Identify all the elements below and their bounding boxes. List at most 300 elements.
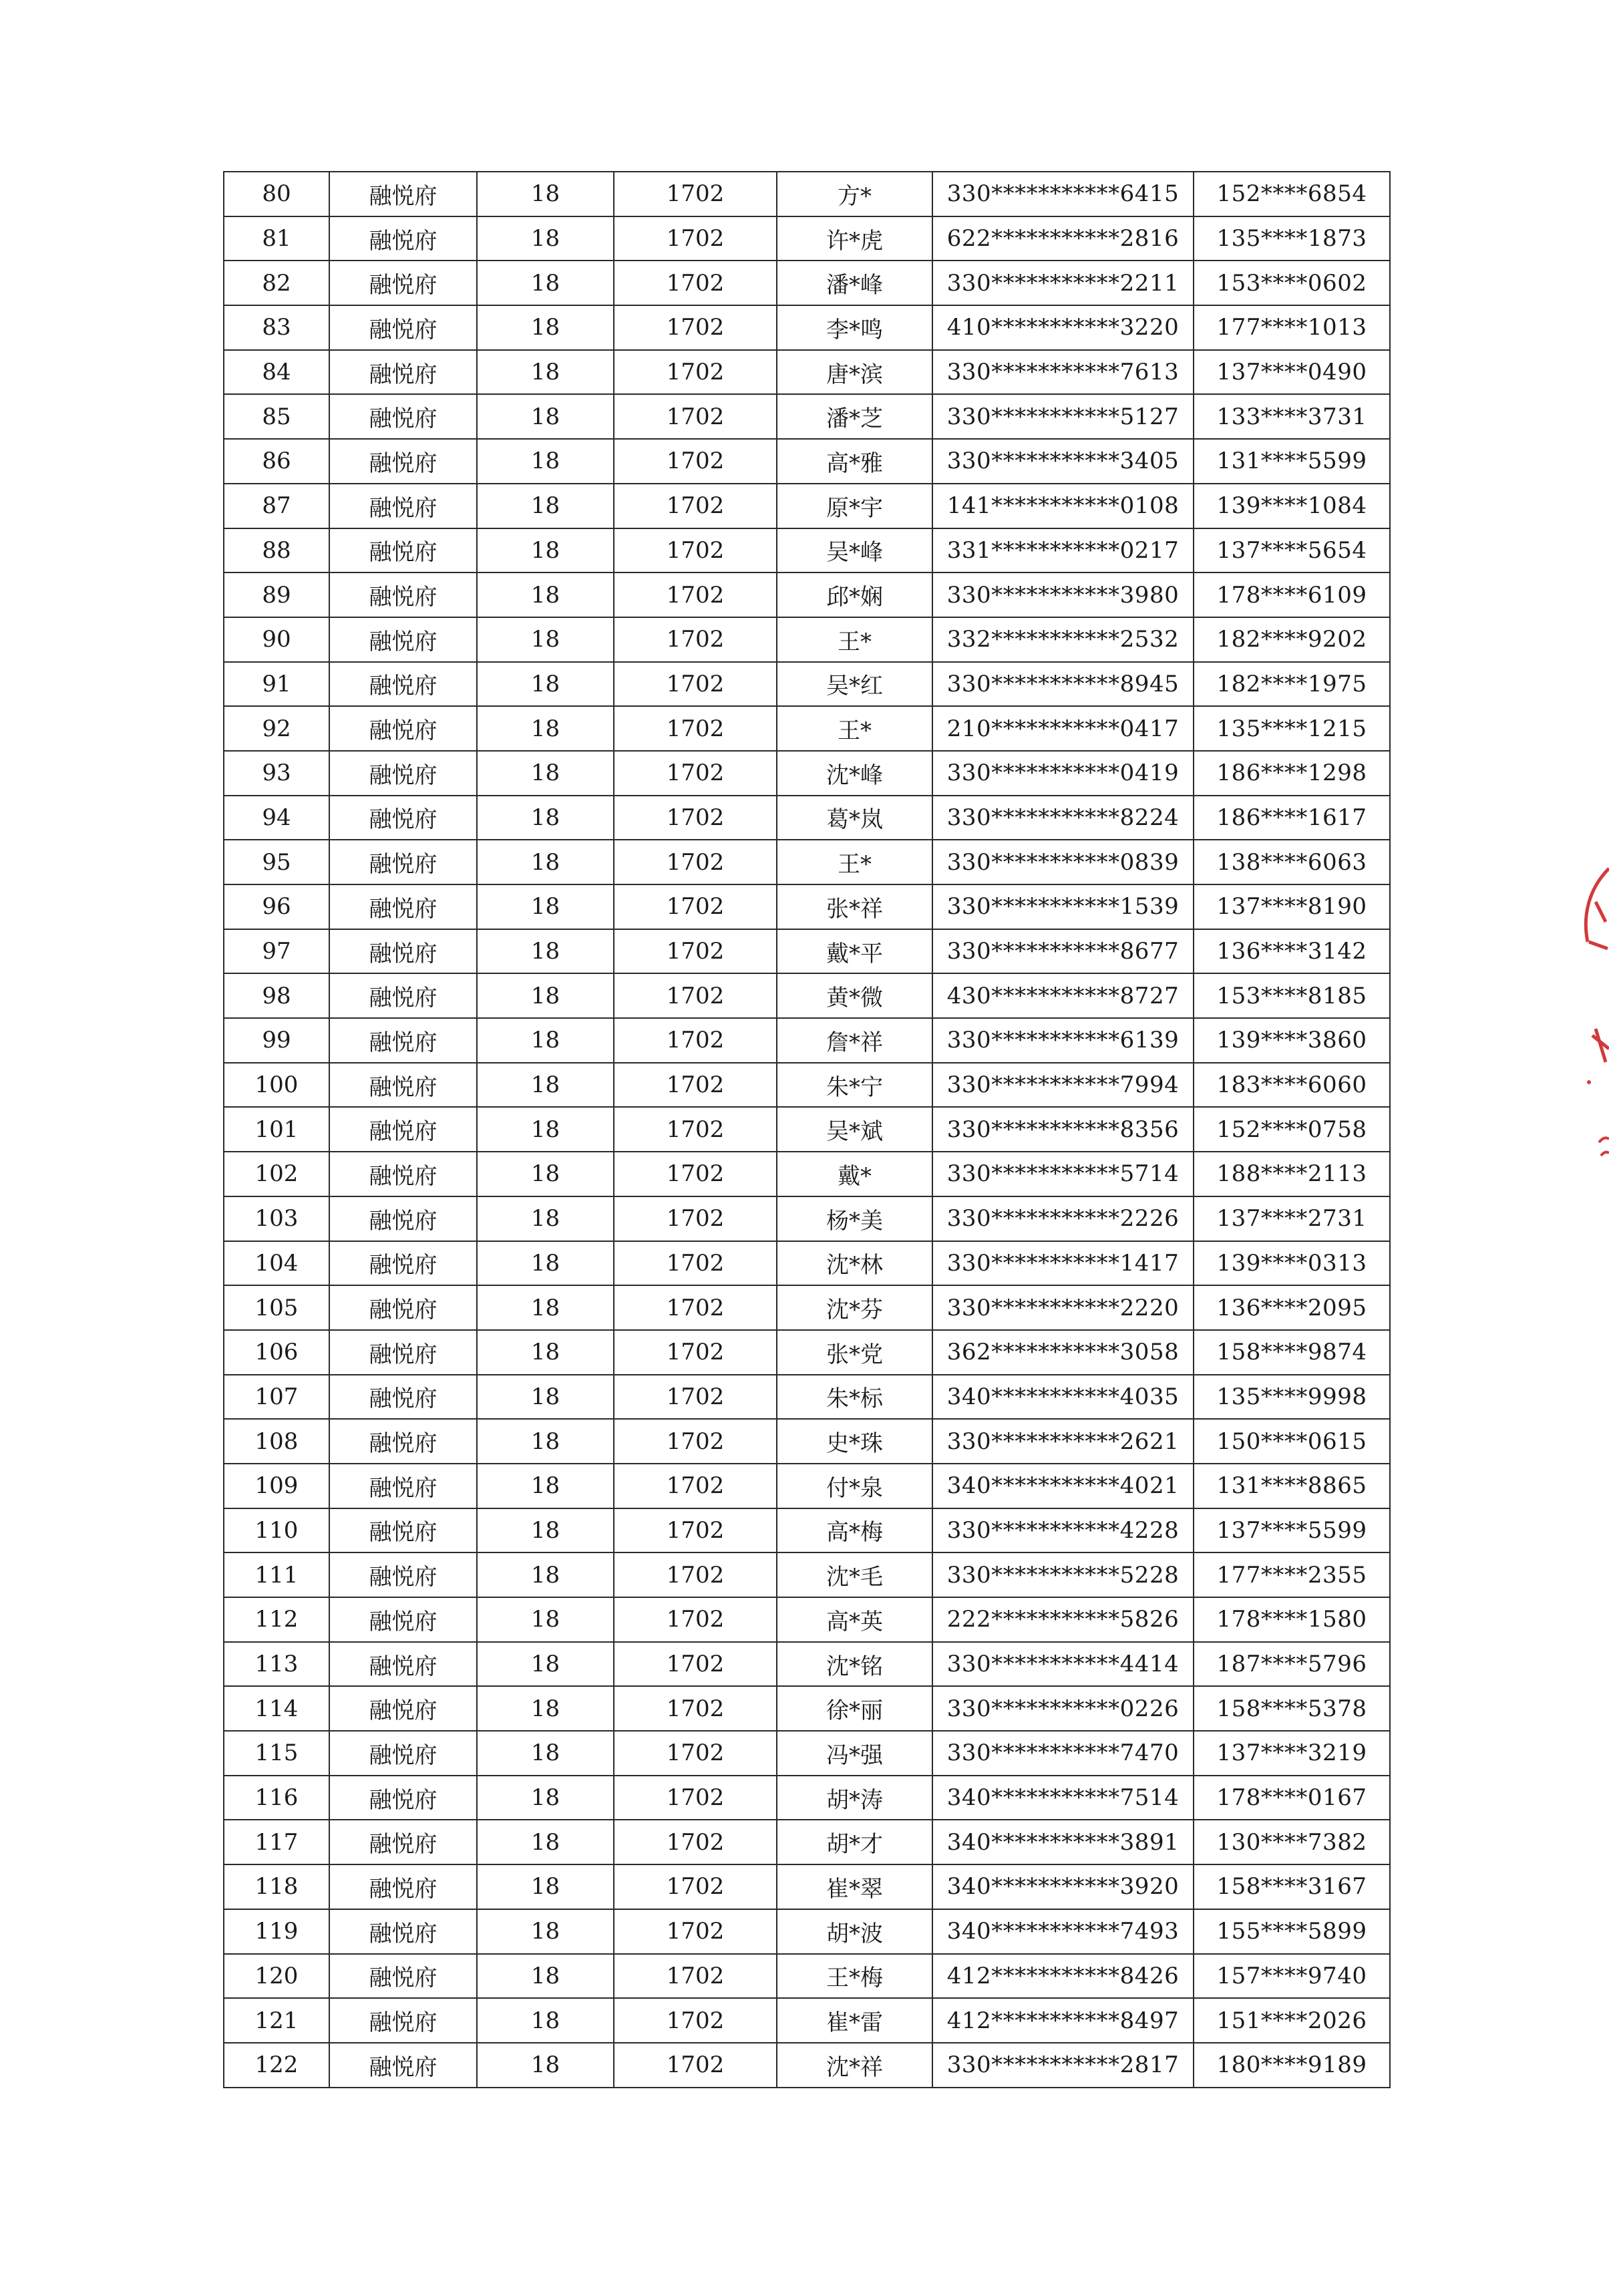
- room-cell: 1702: [614, 973, 777, 1018]
- id-number-cell: 330***********0226: [932, 1686, 1194, 1731]
- phone-cell: 137****8190: [1194, 884, 1390, 929]
- phone-cell: 157****9740: [1194, 1954, 1390, 1999]
- row-number-cell: 109: [224, 1464, 329, 1508]
- phone-cell: 158****3167: [1194, 1864, 1390, 1909]
- building-cell: 18: [477, 305, 614, 350]
- room-cell: 1702: [614, 1998, 777, 2043]
- room-cell: 1702: [614, 1776, 777, 1820]
- table-row: [224, 439, 1390, 484]
- phone-cell: 130****7382: [1194, 1820, 1390, 1864]
- project-cell: 融悦府: [329, 1063, 477, 1108]
- name-cell: 朱*宁: [777, 1063, 932, 1108]
- building-cell: 18: [477, 528, 614, 573]
- project-cell: 融悦府: [329, 1464, 477, 1508]
- name-cell: 胡*涛: [777, 1776, 932, 1820]
- project-cell: 融悦府: [329, 1597, 477, 1642]
- table-row: [224, 1998, 1390, 2043]
- name-cell: 朱*标: [777, 1375, 932, 1420]
- table-row: [224, 261, 1390, 305]
- room-cell: 1702: [614, 1552, 777, 1597]
- row-number-cell: 88: [224, 528, 329, 573]
- phone-cell: 182****9202: [1194, 617, 1390, 662]
- phone-cell: 131****8865: [1194, 1464, 1390, 1508]
- id-number-cell: 340***********7514: [932, 1776, 1194, 1820]
- table-row: [224, 1909, 1390, 1954]
- project-cell: 融悦府: [329, 305, 477, 350]
- project-cell: 融悦府: [329, 662, 477, 707]
- row-number-cell: 103: [224, 1196, 329, 1241]
- room-cell: 1702: [614, 1063, 777, 1108]
- row-number-cell: 110: [224, 1508, 329, 1553]
- row-number-cell: 93: [224, 751, 329, 796]
- table-row: [224, 1464, 1390, 1508]
- row-number-cell: 99: [224, 1018, 329, 1063]
- table-row: [224, 1241, 1390, 1286]
- table-row: [224, 1375, 1390, 1420]
- id-number-cell: 430***********8727: [932, 973, 1194, 1018]
- table-row: [224, 350, 1390, 395]
- id-number-cell: 412***********8426: [932, 1954, 1194, 1999]
- project-cell: 融悦府: [329, 1998, 477, 2043]
- room-cell: 1702: [614, 172, 777, 216]
- row-number-cell: 87: [224, 484, 329, 528]
- room-cell: 1702: [614, 1731, 777, 1776]
- row-number-cell: 119: [224, 1909, 329, 1954]
- project-cell: 融悦府: [329, 1018, 477, 1063]
- row-number-cell: 83: [224, 305, 329, 350]
- table-row: [224, 706, 1390, 751]
- name-cell: 唐*滨: [777, 350, 932, 395]
- room-cell: 1702: [614, 1864, 777, 1909]
- phone-cell: 188****2113: [1194, 1152, 1390, 1196]
- row-number-cell: 104: [224, 1241, 329, 1286]
- table-body: [224, 172, 1390, 2088]
- table-row: [224, 1018, 1390, 1063]
- project-cell: 融悦府: [329, 1508, 477, 1553]
- project-cell: 融悦府: [329, 1820, 477, 1864]
- id-number-cell: 330***********8677: [932, 929, 1194, 974]
- row-number-cell: 118: [224, 1864, 329, 1909]
- room-cell: 1702: [614, 796, 777, 840]
- name-cell: 吴*斌: [777, 1107, 932, 1152]
- phone-cell: 152****0758: [1194, 1107, 1390, 1152]
- id-number-cell: 412***********8497: [932, 1998, 1194, 2043]
- project-cell: 融悦府: [329, 216, 477, 261]
- project-cell: 融悦府: [329, 1375, 477, 1420]
- project-cell: 融悦府: [329, 617, 477, 662]
- building-cell: 18: [477, 2043, 614, 2088]
- table-row: [224, 572, 1390, 617]
- building-cell: 18: [477, 1552, 614, 1597]
- table-row: [224, 929, 1390, 974]
- row-number-cell: 113: [224, 1642, 329, 1687]
- table-row: [224, 1330, 1390, 1375]
- table-row: [224, 1196, 1390, 1241]
- building-cell: 18: [477, 884, 614, 929]
- id-number-cell: 330***********5228: [932, 1552, 1194, 1597]
- table-row: [224, 1107, 1390, 1152]
- name-cell: 高*梅: [777, 1508, 932, 1553]
- project-cell: 融悦府: [329, 1107, 477, 1152]
- table-row: [224, 394, 1390, 439]
- project-cell: 融悦府: [329, 973, 477, 1018]
- row-number-cell: 120: [224, 1954, 329, 1999]
- table-row: [224, 1642, 1390, 1687]
- id-number-cell: 330***********0419: [932, 751, 1194, 796]
- name-cell: 许*虎: [777, 216, 932, 261]
- phone-cell: 139****0313: [1194, 1241, 1390, 1286]
- building-cell: 18: [477, 394, 614, 439]
- room-cell: 1702: [614, 617, 777, 662]
- project-cell: 融悦府: [329, 1552, 477, 1597]
- table-row: [224, 617, 1390, 662]
- table-row: [224, 840, 1390, 884]
- room-cell: 1702: [614, 1820, 777, 1864]
- phone-cell: 152****6854: [1194, 172, 1390, 216]
- id-number-cell: 330***********2220: [932, 1285, 1194, 1330]
- building-cell: 18: [477, 1954, 614, 1999]
- name-cell: 潘*芝: [777, 394, 932, 439]
- table-row: [224, 2043, 1390, 2088]
- id-number-cell: 330***********5127: [932, 394, 1194, 439]
- table-row: [224, 1776, 1390, 1820]
- table-row: [224, 1954, 1390, 1999]
- name-cell: 沈*祥: [777, 2043, 932, 2088]
- id-number-cell: 340***********7493: [932, 1909, 1194, 1954]
- room-cell: 1702: [614, 261, 777, 305]
- row-number-cell: 85: [224, 394, 329, 439]
- name-cell: 王*梅: [777, 1954, 932, 1999]
- name-cell: 原*宇: [777, 484, 932, 528]
- phone-cell: 186****1298: [1194, 751, 1390, 796]
- project-cell: 融悦府: [329, 1152, 477, 1196]
- room-cell: 1702: [614, 706, 777, 751]
- name-cell: 张*祥: [777, 884, 932, 929]
- project-cell: 融悦府: [329, 1241, 477, 1286]
- id-number-cell: 362***********3058: [932, 1330, 1194, 1375]
- id-number-cell: 222***********5826: [932, 1597, 1194, 1642]
- id-number-cell: 330***********5714: [932, 1152, 1194, 1196]
- row-number-cell: 122: [224, 2043, 329, 2088]
- phone-cell: 155****5899: [1194, 1909, 1390, 1954]
- id-number-cell: 330***********3405: [932, 439, 1194, 484]
- room-cell: 1702: [614, 439, 777, 484]
- phone-cell: 139****3860: [1194, 1018, 1390, 1063]
- room-cell: 1702: [614, 1954, 777, 1999]
- project-cell: 融悦府: [329, 796, 477, 840]
- row-number-cell: 112: [224, 1597, 329, 1642]
- row-number-cell: 92: [224, 706, 329, 751]
- project-cell: 融悦府: [329, 528, 477, 573]
- name-cell: 高*雅: [777, 439, 932, 484]
- room-cell: 1702: [614, 350, 777, 395]
- phone-cell: 133****3731: [1194, 394, 1390, 439]
- phone-cell: 136****2095: [1194, 1285, 1390, 1330]
- row-number-cell: 91: [224, 662, 329, 707]
- name-cell: 沈*毛: [777, 1552, 932, 1597]
- room-cell: 1702: [614, 484, 777, 528]
- row-number-cell: 80: [224, 172, 329, 216]
- name-cell: 戴*平: [777, 929, 932, 974]
- building-cell: 18: [477, 1508, 614, 1553]
- phone-cell: 177****1013: [1194, 305, 1390, 350]
- name-cell: 吴*红: [777, 662, 932, 707]
- phone-cell: 158****9874: [1194, 1330, 1390, 1375]
- name-cell: 李*鸣: [777, 305, 932, 350]
- phone-cell: 131****5599: [1194, 439, 1390, 484]
- building-cell: 18: [477, 261, 614, 305]
- name-cell: 詹*祥: [777, 1018, 932, 1063]
- name-cell: 吴*峰: [777, 528, 932, 573]
- building-cell: 18: [477, 1642, 614, 1687]
- id-number-cell: 330***********4228: [932, 1508, 1194, 1553]
- name-cell: 王*: [777, 840, 932, 884]
- table-row: [224, 662, 1390, 707]
- row-number-cell: 89: [224, 572, 329, 617]
- name-cell: 张*党: [777, 1330, 932, 1375]
- id-number-cell: 330***********7470: [932, 1731, 1194, 1776]
- project-cell: 融悦府: [329, 394, 477, 439]
- row-number-cell: 84: [224, 350, 329, 395]
- building-cell: 18: [477, 1375, 614, 1420]
- room-cell: 1702: [614, 216, 777, 261]
- phone-cell: 178****6109: [1194, 572, 1390, 617]
- id-number-cell: 622***********2816: [932, 216, 1194, 261]
- id-number-cell: 330***********8356: [932, 1107, 1194, 1152]
- project-cell: 融悦府: [329, 350, 477, 395]
- table-row: [224, 172, 1390, 216]
- row-number-cell: 86: [224, 439, 329, 484]
- phone-cell: 137****5654: [1194, 528, 1390, 573]
- room-cell: 1702: [614, 662, 777, 707]
- id-number-cell: 330***********3980: [932, 572, 1194, 617]
- phone-cell: 137****3219: [1194, 1731, 1390, 1776]
- building-cell: 18: [477, 172, 614, 216]
- building-cell: 18: [477, 572, 614, 617]
- row-number-cell: 94: [224, 796, 329, 840]
- phone-cell: 137****2731: [1194, 1196, 1390, 1241]
- project-cell: 融悦府: [329, 884, 477, 929]
- building-cell: 18: [477, 662, 614, 707]
- building-cell: 18: [477, 1731, 614, 1776]
- room-cell: 1702: [614, 884, 777, 929]
- building-cell: 18: [477, 1241, 614, 1286]
- id-number-cell: 340***********3891: [932, 1820, 1194, 1864]
- room-cell: 1702: [614, 2043, 777, 2088]
- project-cell: 融悦府: [329, 1419, 477, 1464]
- row-number-cell: 106: [224, 1330, 329, 1375]
- building-cell: 18: [477, 706, 614, 751]
- room-cell: 1702: [614, 572, 777, 617]
- name-cell: 黄*微: [777, 973, 932, 1018]
- project-cell: 融悦府: [329, 2043, 477, 2088]
- building-cell: 18: [477, 1330, 614, 1375]
- id-number-cell: 330***********8945: [932, 662, 1194, 707]
- building-cell: 18: [477, 1196, 614, 1241]
- phone-cell: 137****0490: [1194, 350, 1390, 395]
- row-number-cell: 117: [224, 1820, 329, 1864]
- room-cell: 1702: [614, 1018, 777, 1063]
- building-cell: 18: [477, 1820, 614, 1864]
- red-seal-stamp-edge: [1569, 862, 1609, 1182]
- row-number-cell: 96: [224, 884, 329, 929]
- building-cell: 18: [477, 617, 614, 662]
- building-cell: 18: [477, 796, 614, 840]
- name-cell: 王*: [777, 706, 932, 751]
- id-number-cell: 340***********4021: [932, 1464, 1194, 1508]
- phone-cell: 151****2026: [1194, 1998, 1390, 2043]
- room-cell: 1702: [614, 1464, 777, 1508]
- project-cell: 融悦府: [329, 1864, 477, 1909]
- phone-cell: 178****0167: [1194, 1776, 1390, 1820]
- project-cell: 融悦府: [329, 1954, 477, 1999]
- name-cell: 杨*美: [777, 1196, 932, 1241]
- project-cell: 融悦府: [329, 1642, 477, 1687]
- building-cell: 18: [477, 1909, 614, 1954]
- phone-cell: 137****5599: [1194, 1508, 1390, 1553]
- id-number-cell: 330***********7994: [932, 1063, 1194, 1108]
- project-cell: 融悦府: [329, 1196, 477, 1241]
- phone-cell: 180****9189: [1194, 2043, 1390, 2088]
- phone-cell: 182****1975: [1194, 662, 1390, 707]
- building-cell: 18: [477, 929, 614, 974]
- table-row: [224, 973, 1390, 1018]
- row-number-cell: 115: [224, 1731, 329, 1776]
- id-number-cell: 330***********6415: [932, 172, 1194, 216]
- id-number-cell: 330***********0839: [932, 840, 1194, 884]
- room-cell: 1702: [614, 1330, 777, 1375]
- table-row: [224, 751, 1390, 796]
- name-cell: 冯*强: [777, 1731, 932, 1776]
- row-number-cell: 116: [224, 1776, 329, 1820]
- id-number-cell: 330***********1539: [932, 884, 1194, 929]
- name-cell: 沈*峰: [777, 751, 932, 796]
- project-cell: 融悦府: [329, 439, 477, 484]
- table-row: [224, 1597, 1390, 1642]
- row-number-cell: 81: [224, 216, 329, 261]
- id-number-cell: 331***********0217: [932, 528, 1194, 573]
- room-cell: 1702: [614, 1152, 777, 1196]
- room-cell: 1702: [614, 1909, 777, 1954]
- project-cell: 融悦府: [329, 706, 477, 751]
- table-row: [224, 1285, 1390, 1330]
- table-row: [224, 884, 1390, 929]
- row-number-cell: 108: [224, 1419, 329, 1464]
- name-cell: 崔*雷: [777, 1998, 932, 2043]
- table-row: [224, 1419, 1390, 1464]
- id-number-cell: 332***********2532: [932, 617, 1194, 662]
- room-cell: 1702: [614, 1285, 777, 1330]
- project-cell: 融悦府: [329, 1909, 477, 1954]
- id-number-cell: 330***********1417: [932, 1241, 1194, 1286]
- room-cell: 1702: [614, 394, 777, 439]
- room-cell: 1702: [614, 1642, 777, 1687]
- room-cell: 1702: [614, 1686, 777, 1731]
- building-cell: 18: [477, 751, 614, 796]
- project-cell: 融悦府: [329, 172, 477, 216]
- name-cell: 沈*芬: [777, 1285, 932, 1330]
- room-cell: 1702: [614, 929, 777, 974]
- project-cell: 融悦府: [329, 1686, 477, 1731]
- building-cell: 18: [477, 216, 614, 261]
- building-cell: 18: [477, 973, 614, 1018]
- project-cell: 融悦府: [329, 1330, 477, 1375]
- row-number-cell: 97: [224, 929, 329, 974]
- room-cell: 1702: [614, 1196, 777, 1241]
- building-cell: 18: [477, 484, 614, 528]
- name-cell: 邱*娴: [777, 572, 932, 617]
- name-cell: 胡*才: [777, 1820, 932, 1864]
- row-number-cell: 95: [224, 840, 329, 884]
- row-number-cell: 107: [224, 1375, 329, 1420]
- name-cell: 付*泉: [777, 1464, 932, 1508]
- name-cell: 崔*翠: [777, 1864, 932, 1909]
- id-number-cell: 340***********3920: [932, 1864, 1194, 1909]
- phone-cell: 153****0602: [1194, 261, 1390, 305]
- name-cell: 高*英: [777, 1597, 932, 1642]
- phone-cell: 136****3142: [1194, 929, 1390, 974]
- room-cell: 1702: [614, 1241, 777, 1286]
- building-cell: 18: [477, 439, 614, 484]
- room-cell: 1702: [614, 1597, 777, 1642]
- project-cell: 融悦府: [329, 929, 477, 974]
- building-cell: 18: [477, 1018, 614, 1063]
- phone-cell: 135****1873: [1194, 216, 1390, 261]
- table-row: [224, 796, 1390, 840]
- id-number-cell: 330***********2817: [932, 2043, 1194, 2088]
- table-row: [224, 1552, 1390, 1597]
- row-number-cell: 90: [224, 617, 329, 662]
- building-cell: 18: [477, 1864, 614, 1909]
- phone-cell: 158****5378: [1194, 1686, 1390, 1731]
- table-row: [224, 305, 1390, 350]
- room-cell: 1702: [614, 1375, 777, 1420]
- table-row: [224, 1820, 1390, 1864]
- phone-cell: 186****1617: [1194, 796, 1390, 840]
- name-cell: 沈*铭: [777, 1642, 932, 1687]
- table-row: [224, 216, 1390, 261]
- row-number-cell: 111: [224, 1552, 329, 1597]
- room-cell: 1702: [614, 1419, 777, 1464]
- id-number-cell: 330***********2211: [932, 261, 1194, 305]
- id-number-cell: 340***********4035: [932, 1375, 1194, 1420]
- project-cell: 融悦府: [329, 1776, 477, 1820]
- row-number-cell: 82: [224, 261, 329, 305]
- phone-cell: 135****9998: [1194, 1375, 1390, 1420]
- building-cell: 18: [477, 1152, 614, 1196]
- phone-cell: 135****1215: [1194, 706, 1390, 751]
- building-cell: 18: [477, 1776, 614, 1820]
- project-cell: 融悦府: [329, 751, 477, 796]
- table-row: [224, 484, 1390, 528]
- phone-cell: 150****0615: [1194, 1419, 1390, 1464]
- phone-cell: 139****1084: [1194, 484, 1390, 528]
- id-number-cell: 210***********0417: [932, 706, 1194, 751]
- project-cell: 融悦府: [329, 1285, 477, 1330]
- row-number-cell: 114: [224, 1686, 329, 1731]
- room-cell: 1702: [614, 840, 777, 884]
- phone-cell: 183****6060: [1194, 1063, 1390, 1108]
- phone-cell: 177****2355: [1194, 1552, 1390, 1597]
- room-cell: 1702: [614, 528, 777, 573]
- table-row: [224, 1686, 1390, 1731]
- row-number-cell: 105: [224, 1285, 329, 1330]
- row-number-cell: 100: [224, 1063, 329, 1108]
- room-cell: 1702: [614, 1107, 777, 1152]
- row-number-cell: 121: [224, 1998, 329, 2043]
- id-number-cell: 330***********6139: [932, 1018, 1194, 1063]
- row-number-cell: 98: [224, 973, 329, 1018]
